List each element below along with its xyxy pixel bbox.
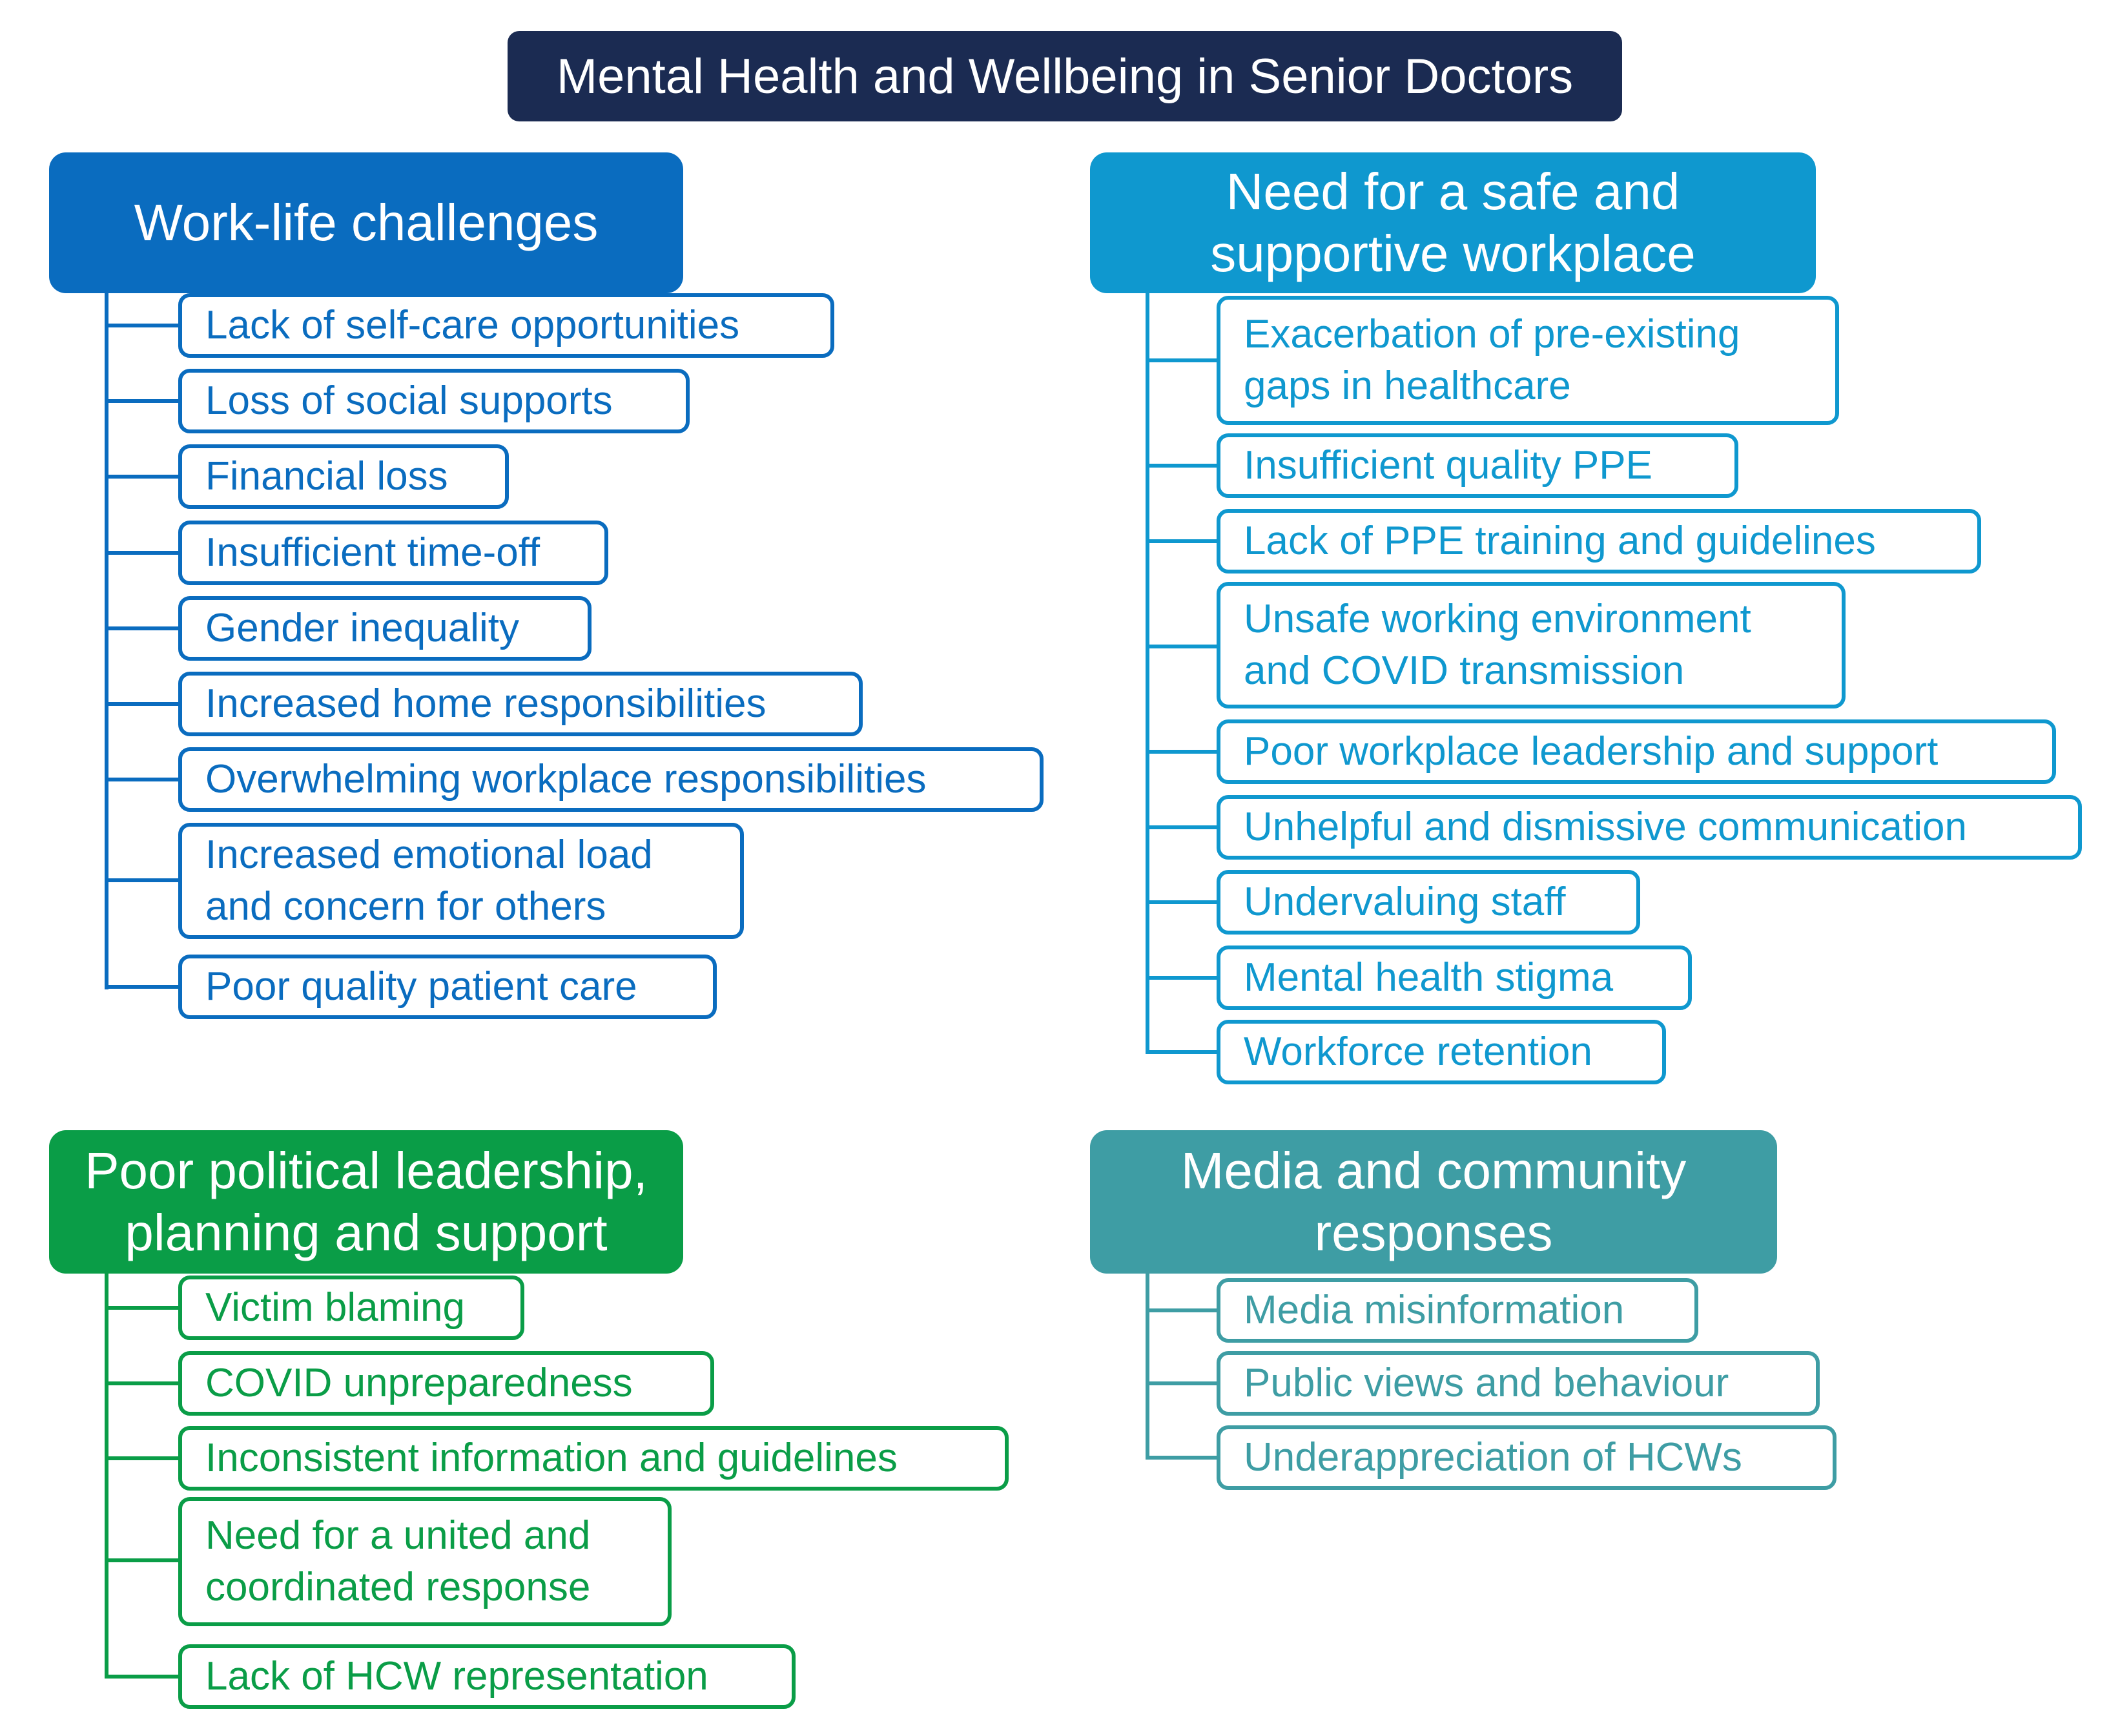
- connector-branch: [1146, 645, 1223, 648]
- political-item: Victim blaming: [178, 1276, 524, 1340]
- work-life-item: Insufficient time-off: [178, 521, 608, 585]
- connector-branch: [1146, 976, 1223, 980]
- connector-branch: [1146, 358, 1223, 362]
- connector-branch: [105, 1306, 182, 1310]
- workplace-item: Lack of PPE training and guidelines: [1217, 509, 1981, 574]
- connector-trunk: [1146, 293, 1149, 1054]
- connector-branch: [1146, 464, 1223, 468]
- media-item: Media misinformation: [1217, 1278, 1698, 1343]
- workplace-item: Undervaluing staff: [1217, 870, 1640, 935]
- political-item: Inconsistent information and guidelines: [178, 1426, 1009, 1491]
- workplace-item: Exacerbation of pre-existing gaps in healthcare: [1217, 296, 1839, 425]
- workplace-item: Mental health stigma: [1217, 946, 1692, 1010]
- workplace-item: Insufficient quality PPE: [1217, 433, 1738, 498]
- diagram-title: Mental Health and Wellbeing in Senior Doctors: [508, 31, 1622, 121]
- connector-branch: [105, 1381, 182, 1385]
- connector-branch: [105, 551, 182, 555]
- connector-branch: [105, 324, 182, 327]
- connector-trunk: [105, 293, 108, 989]
- connector-trunk: [105, 1274, 108, 1679]
- connector-branch: [105, 1456, 182, 1460]
- connector-branch: [1146, 825, 1223, 829]
- connector-branch: [1146, 750, 1223, 754]
- work-life-item: Financial loss: [178, 444, 509, 509]
- work-life-item: Loss of social supports: [178, 369, 690, 433]
- workplace-item: Unsafe working environment and COVID transmission: [1217, 582, 1846, 708]
- workplace-item: Workforce retention: [1217, 1020, 1666, 1084]
- work-life-item: Lack of self-care opportunities: [178, 293, 834, 358]
- connector-branch: [105, 702, 182, 706]
- connector-branch: [105, 985, 182, 989]
- connector-branch: [1146, 1381, 1223, 1385]
- connector-branch: [105, 475, 182, 479]
- header-media: Media and community responses: [1090, 1130, 1777, 1274]
- connector-branch: [105, 626, 182, 630]
- connector-branch: [1146, 1456, 1223, 1460]
- connector-branch: [105, 1675, 182, 1679]
- media-item: Underappreciation of HCWs: [1217, 1425, 1836, 1490]
- connector-branch: [1146, 900, 1223, 904]
- workplace-item: Poor workplace leadership and support: [1217, 719, 2056, 784]
- header-workplace: Need for a safe and supportive workplace: [1090, 152, 1816, 293]
- work-life-item: Poor quality patient care: [178, 955, 717, 1019]
- political-item: Need for a united and coordinated response: [178, 1497, 672, 1626]
- work-life-item: Overwhelming workplace responsibilities: [178, 747, 1044, 812]
- header-political: Poor political leadership, planning and support: [49, 1130, 683, 1274]
- connector-branch: [105, 778, 182, 781]
- header-work-life: Work-life challenges: [49, 152, 683, 293]
- political-item: Lack of HCW representation: [178, 1644, 796, 1709]
- work-life-item: Gender inequality: [178, 596, 592, 661]
- connector-trunk: [1146, 1274, 1149, 1460]
- connector-branch: [1146, 1308, 1223, 1312]
- connector-branch: [105, 878, 182, 882]
- political-item: COVID unpreparedness: [178, 1351, 714, 1416]
- work-life-item: Increased home responsibilities: [178, 672, 863, 736]
- connector-branch: [105, 1558, 182, 1562]
- work-life-item: Increased emotional load and concern for others: [178, 823, 744, 939]
- workplace-item: Unhelpful and dismissive communication: [1217, 795, 2082, 860]
- connector-branch: [1146, 1050, 1223, 1054]
- connector-branch: [1146, 539, 1223, 543]
- connector-branch: [105, 399, 182, 403]
- media-item: Public views and behaviour: [1217, 1351, 1820, 1416]
